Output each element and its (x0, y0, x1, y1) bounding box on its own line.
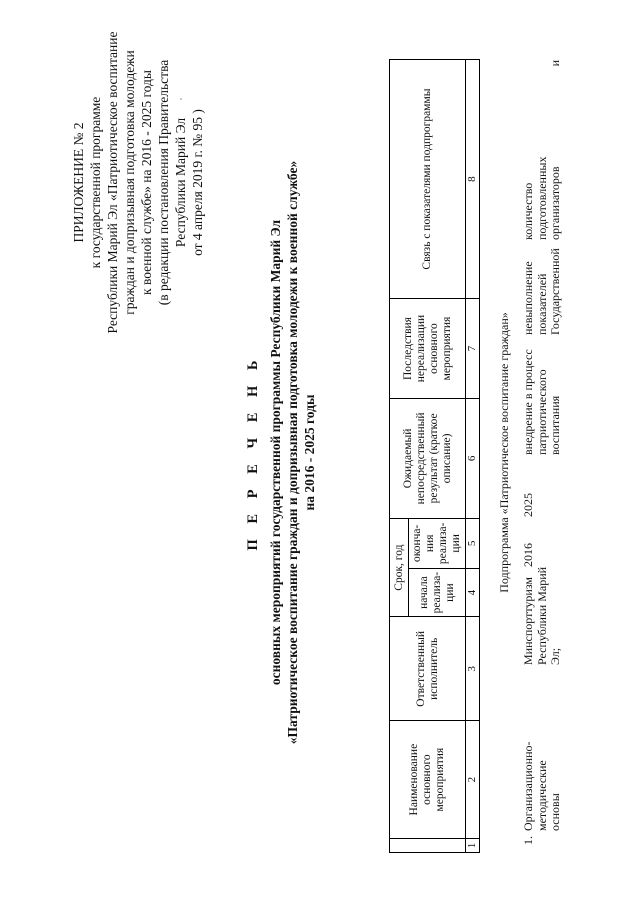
column-number: 8 (466, 60, 480, 299)
row-link-text: организаторов (548, 166, 562, 240)
column-number: 3 (466, 617, 480, 721)
row-link-line (549, 60, 563, 240)
subprogram-title: Подпрограмма «Патриотическое воспитание граждан» (497, 312, 511, 593)
row-indicator-link (522, 60, 563, 240)
row-consequences: невыполнение показателей Государственной (521, 248, 562, 335)
column-number: 4 (466, 568, 480, 617)
table-header-cell (390, 839, 466, 853)
document-heading: П Е Р Е Ч Е Н Ь (245, 354, 261, 551)
row-link-line: подготовленных (534, 156, 549, 240)
header-name: Наименование основного мероприятия (390, 721, 466, 839)
row-start-year: 2016 (521, 543, 535, 567)
document-title-line: «Патриотическое воспитание граждан и допризывная подготовка молодежи к военной службе» (285, 160, 300, 745)
header-consequences: Последствия нереализации основного мероприятия (390, 299, 466, 399)
row-end-year: 2025 (521, 493, 535, 517)
header-executor: Ответственный исполнитель (390, 617, 466, 721)
column-number-row (466, 60, 480, 853)
appendix-line: к государственной программе (88, 96, 103, 269)
column-number: 1 (466, 839, 480, 853)
appendix-line: граждан и допризывная подготовка молодежи (122, 50, 137, 315)
header-term: Срок, год (390, 518, 409, 617)
row-link-line: количество (521, 182, 535, 240)
row-link-text: и (548, 60, 562, 67)
header-start: начала реализа-ции (409, 568, 466, 617)
appendix-line: к военной службе» на 2016 - 2025 годы (139, 70, 154, 295)
appendix-line: Республики Марий Эл (173, 117, 188, 248)
appendix-line: ПРИЛОЖЕНИЕ № 2 (71, 122, 86, 243)
measures-table (389, 59, 480, 853)
header-result: Ожидаемый непосредственный результат (краткое описание) (390, 398, 466, 518)
appendix-block (70, 10, 206, 355)
column-number: 6 (466, 398, 480, 518)
document-title-line: на 2016 - 2025 годы (302, 394, 317, 511)
column-number: 7 (466, 299, 480, 399)
appendix-line: Республики Марий Эл «Патриотическое воспитание (105, 31, 120, 334)
appendix-line: (в редакции постановления Правительства (156, 59, 171, 306)
row-number: 1. (521, 836, 535, 845)
appendix-line: от 4 апреля 2019 г. № 95 ) (190, 109, 205, 256)
header-end: оконча-ния реализа-ции (409, 518, 466, 568)
row-executor: Минспорттуризм Республики Марий Эл; (521, 566, 562, 665)
column-number: 5 (466, 518, 480, 568)
document-title-line: основных мероприятий государственной программы Республики Марий Эл (268, 219, 283, 686)
header-link: Связь с показателями подпрограммы (390, 60, 466, 299)
row-expected-result: внедрение в процесс патриотического воспитания (521, 349, 562, 455)
column-number: 2 (466, 721, 480, 839)
row-measure-name: Организационно-методические основы (521, 741, 562, 831)
